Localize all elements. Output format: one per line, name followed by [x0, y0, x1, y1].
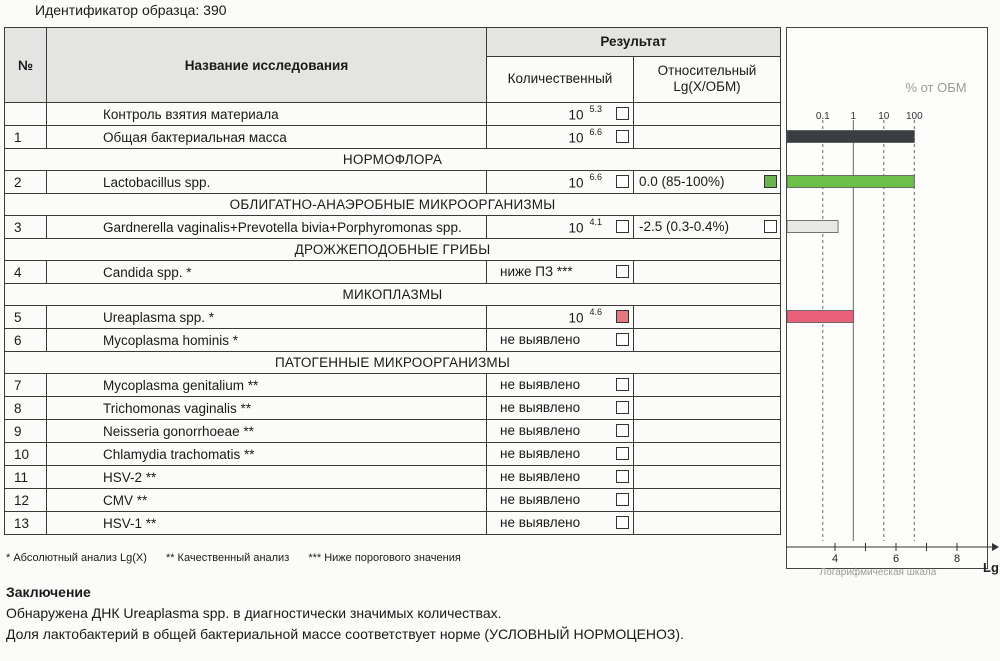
relative-cell [634, 489, 781, 512]
row-name: Gardnerella vaginalis+Prevotella bivia+Porphyromonas spp. [47, 216, 487, 239]
table-row [5, 171, 781, 194]
row-name: Candida spp. * [47, 261, 487, 284]
row-name: Chlamydia trachomatis ** [47, 443, 487, 466]
row-number: 12 [5, 489, 47, 512]
quantitative-cell [487, 329, 634, 352]
row-name: HSV-2 ** [47, 466, 487, 489]
results-table [4, 27, 781, 535]
section-title: МИКОПЛАЗМЫ [5, 284, 781, 306]
x-tick-label: 4 [831, 553, 839, 565]
row-name: Neisseria gonorrhoeae ** [47, 420, 487, 443]
relative-value: -2.5 (0.3-0.4%) [639, 219, 730, 234]
quantitative-cell [487, 216, 634, 239]
quantitative-cell [487, 126, 634, 149]
quantitative-cell [487, 420, 634, 443]
quantitative-text: не выявлено [500, 423, 581, 438]
relative-cell [634, 126, 781, 149]
relative-checkbox [764, 175, 777, 188]
row-name: Mycoplasma genitalium ** [47, 374, 487, 397]
chart-title: % от ОБМ [905, 80, 967, 95]
row-number: 5 [5, 306, 47, 329]
header-quantitative: Количественный [487, 56, 634, 102]
table-row [5, 466, 781, 489]
chart-bar [787, 176, 914, 188]
log-scale-chart [786, 27, 1000, 587]
row-number: 6 [5, 329, 47, 352]
quantitative-cell [487, 512, 634, 535]
value-exponent: 6.6 [589, 172, 602, 182]
section-row [5, 149, 781, 171]
row-number: 2 [5, 171, 47, 194]
quantitative-value [568, 219, 602, 236]
top-tick-label: 100 [905, 111, 923, 122]
table-row [5, 512, 781, 535]
table-row [5, 306, 781, 329]
footnote-absolute: * Абсолютный анализ Lg(X) [6, 552, 147, 564]
quantitative-cell [487, 397, 634, 420]
quantitative-cell [487, 306, 634, 329]
quantitative-text: не выявлено [500, 332, 581, 347]
quantitative-checkbox [616, 333, 629, 346]
relative-value: 0.0 (85-100%) [639, 174, 725, 189]
relative-cell [634, 374, 781, 397]
quantitative-text: ниже ПЗ *** [500, 264, 573, 279]
relative-cell [634, 103, 781, 126]
header-num: № [5, 28, 47, 103]
relative-cell [634, 420, 781, 443]
row-number: 4 [5, 261, 47, 284]
quantitative-checkbox [616, 265, 629, 278]
section-title: ОБЛИГАТНО-АНАЭРОБНЫЕ МИКРООРГАНИЗМЫ [5, 194, 781, 216]
quantitative-cell [487, 171, 634, 194]
value-exponent: 4.1 [589, 217, 602, 227]
relative-cell [634, 512, 781, 535]
quantitative-text: не выявлено [500, 377, 581, 392]
quantitative-cell [487, 443, 634, 466]
row-name: Общая бактериальная масса [47, 126, 487, 149]
quantitative-checkbox [616, 220, 629, 233]
table-row [5, 216, 781, 239]
quantitative-checkbox [616, 175, 629, 188]
row-number: 11 [5, 466, 47, 489]
quantitative-text: не выявлено [500, 492, 581, 507]
table-row [5, 329, 781, 352]
row-number: 1 [5, 126, 47, 149]
x-axis-unit: Lg [983, 560, 999, 575]
quantitative-text: не выявлено [500, 400, 581, 415]
x-axis-arrow [992, 543, 999, 551]
header-relative-label: Относительный Lg(X/ОБМ) [657, 63, 757, 95]
value-base: 10 [568, 175, 584, 191]
value-base: 10 [568, 107, 584, 123]
chart-bar [787, 221, 838, 233]
top-tick-label: 10 [878, 111, 890, 122]
footnote-threshold: *** Ниже порогового значения [308, 552, 461, 564]
quantitative-value [568, 106, 602, 123]
table-row [5, 126, 781, 149]
row-name: Trichomonas vaginalis ** [47, 397, 487, 420]
x-axis-label: Логарифмическая шкала [819, 567, 937, 578]
header-result: Результат [487, 28, 781, 57]
quantitative-value [568, 309, 602, 326]
relative-cell [634, 466, 781, 489]
quantitative-checkbox [616, 470, 629, 483]
chart-bar [787, 131, 914, 143]
row-number: 10 [5, 443, 47, 466]
value-base: 10 [568, 220, 584, 236]
table-row [5, 420, 781, 443]
row-name: HSV-1 ** [47, 512, 487, 535]
footnotes [6, 552, 477, 564]
section-title: ПАТОГЕННЫЕ МИКРООРГАНИЗМЫ [5, 352, 781, 374]
row-number: 8 [5, 397, 47, 420]
quantitative-cell [487, 374, 634, 397]
quantitative-checkbox [616, 107, 629, 120]
row-name: Контроль взятия материала [47, 103, 487, 126]
value-exponent: 4.6 [589, 307, 602, 317]
quantitative-cell [487, 489, 634, 512]
table-row [5, 443, 781, 466]
top-tick-label: 1 [850, 111, 857, 122]
table-row [5, 103, 781, 126]
row-number [5, 103, 47, 126]
quantitative-cell [487, 261, 634, 284]
section-row [5, 239, 781, 261]
relative-cell [634, 306, 781, 329]
section-row [5, 284, 781, 306]
conclusion-line-1: Обнаружена ДНК Ureaplasma spp. в диагностически значимых количествах. [6, 605, 502, 621]
relative-cell [634, 261, 781, 284]
table-row [5, 489, 781, 512]
relative-cell [634, 329, 781, 352]
value-base: 10 [568, 130, 584, 146]
relative-checkbox [764, 220, 777, 233]
quantitative-checkbox [616, 310, 629, 323]
relative-cell [634, 216, 781, 239]
quantitative-text: не выявлено [500, 515, 581, 530]
quantitative-checkbox [616, 378, 629, 391]
x-tick-label: 8 [953, 553, 961, 565]
footnote-qualitative: ** Качественный анализ [165, 552, 290, 564]
quantitative-value [568, 174, 602, 191]
quantitative-checkbox [616, 447, 629, 460]
quantitative-checkbox [616, 493, 629, 506]
conclusion-line-2: Доля лактобактерий в общей бактериальной массе соответствует норме (УСЛОВНЫЙ НОРМОЦЕНОЗ). [6, 626, 684, 642]
row-number: 13 [5, 512, 47, 535]
table-row [5, 397, 781, 420]
table-row [5, 261, 781, 284]
row-name: CMV ** [47, 489, 487, 512]
quantitative-checkbox [616, 401, 629, 414]
row-number: 7 [5, 374, 47, 397]
quantitative-cell [487, 466, 634, 489]
quantitative-checkbox [616, 130, 629, 143]
row-number: 3 [5, 216, 47, 239]
row-number: 9 [5, 420, 47, 443]
value-base: 10 [568, 310, 584, 326]
relative-cell [634, 397, 781, 420]
header-relative [634, 56, 781, 102]
relative-cell [634, 171, 781, 194]
quantitative-cell [487, 103, 634, 126]
quantitative-value [568, 129, 602, 146]
section-row [5, 352, 781, 374]
chart-bar [787, 311, 853, 323]
row-name: Ureaplasma spp. * [47, 306, 487, 329]
quantitative-text: не выявлено [500, 469, 581, 484]
sample-id: Идентификатор образца: 390 [35, 2, 227, 18]
value-exponent: 5.3 [589, 104, 602, 114]
quantitative-checkbox [616, 516, 629, 529]
row-name: Mycoplasma hominis * [47, 329, 487, 352]
top-tick-label: 0.1 [815, 111, 830, 122]
conclusion-title: Заключение [6, 584, 91, 600]
header-name: Название исследования [47, 28, 487, 103]
quantitative-text: не выявлено [500, 446, 581, 461]
x-tick-label: 6 [892, 553, 900, 565]
value-exponent: 6.6 [589, 127, 602, 137]
table-row [5, 374, 781, 397]
quantitative-checkbox [616, 424, 629, 437]
relative-cell [634, 443, 781, 466]
section-title: ДРОЖЖЕПОДОБНЫЕ ГРИБЫ [5, 239, 781, 261]
section-row [5, 194, 781, 216]
section-title: НОРМОФЛОРА [5, 149, 781, 171]
row-name: Lactobacillus spp. [47, 171, 487, 194]
